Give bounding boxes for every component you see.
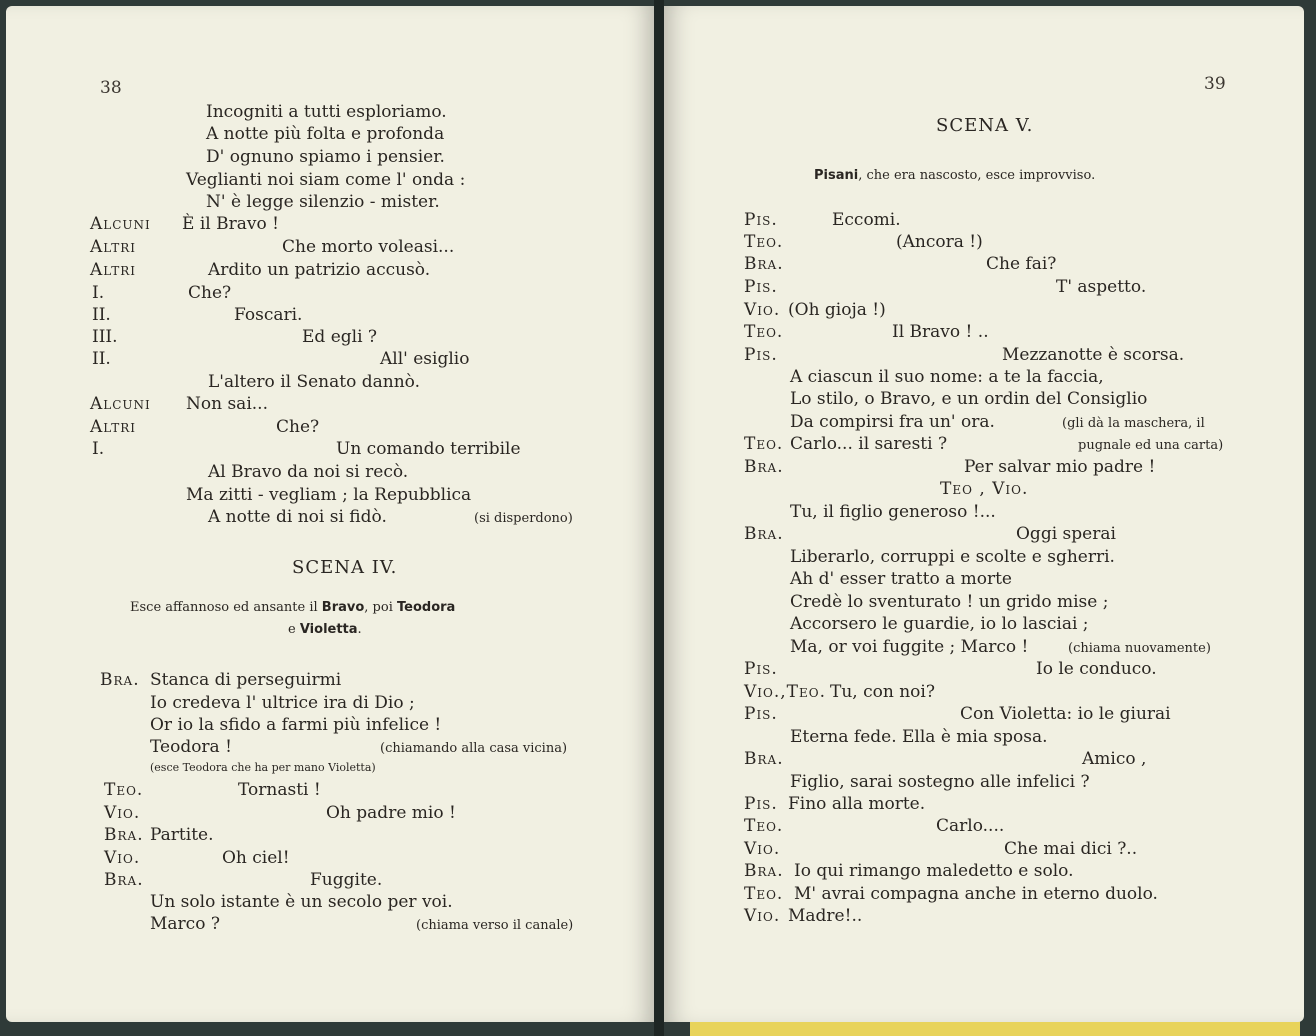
dialogue-line: Per salvar mio padre ! [964,457,1156,477]
speaker-label: I. [92,439,105,459]
dialogue-line: Ma zitti - vegliam ; la Repubblica [186,485,472,505]
dialogue-line: (Oh gioja !) [788,300,886,320]
dialogue-line: Teodora ! [150,737,232,757]
dialogue-line: Che morto voleasi... [282,237,455,257]
speaker-label: Bra. [744,861,784,881]
dialogue-line: Stanca di perseguirmi [150,670,342,690]
verse-line: A notte più folta e profonda [206,124,445,144]
stage-direction: (chiama nuovamente) [1068,641,1211,656]
speaker-label: II. [92,305,111,325]
dialogue-line: Partite. [150,825,214,845]
dialogue-line: Al Bravo da noi si recò. [208,462,409,482]
speaker-label: Bra. [104,825,144,845]
speaker-label: I. [92,283,105,303]
dialogue-line: Marco ? [150,914,220,934]
dialogue-line: Tu, il figlio generoso !... [790,502,996,522]
stage-direction: (gli dà la maschera, il [1062,416,1205,431]
dialogue-line: Io le conduco. [1036,659,1157,679]
stage-direction: (chiama verso il canale) [416,918,574,933]
book-gutter [654,0,664,1036]
dialogue-line: A notte di noi si fidò. [208,507,387,527]
verse-line: Veglianti noi siam come l' onda : [186,170,466,190]
dialogue-line: Tornasti ! [238,780,321,800]
dialogue-line: Ah d' esser tratto a morte [790,569,1012,589]
dialogue-line: Figlio, sarai sostegno alle infelici ? [790,772,1090,792]
dialogue-line: Fuggite. [310,870,383,890]
dialogue-line: Carlo.... [936,816,1005,836]
dialogue-line: (Ancora !) [896,232,983,252]
speaker-label: Teo. [744,232,784,252]
dialogue-line: Ed egli ? [302,327,378,347]
dialogue-line: Io credeva l' ultrice ira di Dio ; [150,693,415,713]
speaker-label: Pis. [744,659,778,679]
dialogue-line: Non sai... [186,394,268,414]
verse-line: D' ognuno spiamo i pensier. [206,147,445,167]
dialogue-line: Madre!.. [788,906,863,926]
dialogue-line: Liberarlo, corruppi e scolte e sgherri. [790,547,1115,567]
speaker-label: Teo. [744,434,784,454]
dialogue-line: Carlo... il saresti ? [790,434,948,454]
speaker-label: Vio.,Teo. [744,682,827,702]
dialogue-line: Ma, or voi fuggite ; Marco ! [790,637,1029,657]
dialogue-line: A ciascun il suo nome: a te la faccia, [790,367,1104,387]
speaker-label: Bra. [744,254,784,274]
dialogue-line: Con Violetta: io le giurai [960,704,1171,724]
dialogue-line: Fino alla morte. [788,794,926,814]
speaker-label: Alcuni [90,214,151,234]
verse-line: Incogniti a tutti esploriamo. [206,102,447,122]
dialogue-line: Or io la sfido a farmi più infelice ! [150,715,442,735]
dialogue-line: Amico , [1082,749,1147,769]
speaker-label: Bra. [744,524,784,544]
speaker-label: Bra. [104,870,144,890]
speaker-label: Vio. [744,300,781,320]
speaker-label: Teo. [744,884,784,904]
dialogue-line: Che fai? [986,254,1057,274]
scene-title: SCENA V. [936,115,1034,136]
dialogue-line: È il Bravo ! [182,214,279,234]
left-page [6,6,654,1022]
scene-title: SCENA IV. [292,557,398,578]
speaker-label: Bra. [100,670,140,690]
dialogue-line: M' avrai compagna anche in eterno duolo. [794,884,1158,904]
speaker-label: II. [92,349,111,369]
dialogue-line: Da compirsi fra un' ora. [790,412,995,432]
speaker-label: Teo. [104,780,144,800]
speaker-label: Vio. [104,848,141,868]
speaker-label: Altri [90,417,137,437]
dialogue-line: Foscari. [234,305,303,325]
speaker-label: Alcuni [90,394,151,414]
dialogue-line: All' esiglio [380,349,470,369]
dialogue-line: Oggi sperai [1016,524,1116,544]
speaker-label: Teo. [744,322,784,342]
dialogue-line: Un comando terribile [336,439,521,459]
stage-direction: (esce Teodora che ha per mano Violetta) [150,761,376,774]
dialogue-line: Un solo istante è un secolo per voi. [150,892,453,912]
speaker-label: Pis. [744,210,778,230]
speaker-label: Teo. [744,816,784,836]
dialogue-line: Mezzanotte è scorsa. [1002,345,1185,365]
scene-intro: Pisani, che era nascosto, esce improvviso. [814,168,1096,183]
dialogue-line: Accorsero le guardie, io lo lasciai ; [790,614,1089,634]
dialogue-line: Oh ciel! [222,848,290,868]
stage-direction: pugnale ed una carta) [1078,438,1224,453]
speaker-label: Bra. [744,457,784,477]
speaker-label: Vio. [104,803,141,823]
stage-direction: (chiamando alla casa vicina) [380,741,568,756]
dialogue-line: Che? [276,417,320,437]
dialogue-line: Il Bravo ! .. [892,322,989,342]
speaker-label: Altri [90,237,137,257]
speaker-label: III. [92,327,118,347]
dialogue-line: Lo stilo, o Bravo, e un ordin del Consiglio [790,389,1148,409]
speaker-label: Pis. [744,345,778,365]
dialogue-line: Oh padre mio ! [326,803,456,823]
speaker-label: Pis. [744,277,778,297]
speaker-label: Pis. [744,704,778,724]
dialogue-line: Che mai dici ?.. [1004,839,1138,859]
dialogue-line: Che? [188,283,232,303]
dialogue-line: T' aspetto. [1056,277,1147,297]
dialogue-line: Eterna fede. Ella è mia sposa. [790,727,1048,747]
speaker-label: Pis. [744,794,778,814]
dialogue-line: Teo , Vio. [940,479,1029,499]
verse-line: N' è legge silenzio - mister. [206,192,440,212]
speaker-label: Altri [90,260,137,280]
scene-intro-cont: e Violetta. [288,622,362,637]
scene-intro: Esce affannoso ed ansante il Bravo, poi Teodora [130,600,456,615]
stage-direction: (si disperdono) [474,511,573,526]
page-number: 39 [1204,74,1226,94]
dialogue-line: L'altero il Senato dannò. [208,372,420,392]
dialogue-line: Io qui rimango maledetto e solo. [794,861,1074,881]
dialogue-line: Tu, con noi? [830,682,935,702]
speaker-label: Vio. [744,906,781,926]
dialogue-line: Eccomi. [832,210,901,230]
page-number: 38 [100,78,122,98]
dialogue-line: Ardito un patrizio accusò. [208,260,431,280]
right-page [664,6,1304,1022]
speaker-label: Vio. [744,839,781,859]
dialogue-line: Credè lo sventurato ! un grido mise ; [790,592,1109,612]
speaker-label: Bra. [744,749,784,769]
